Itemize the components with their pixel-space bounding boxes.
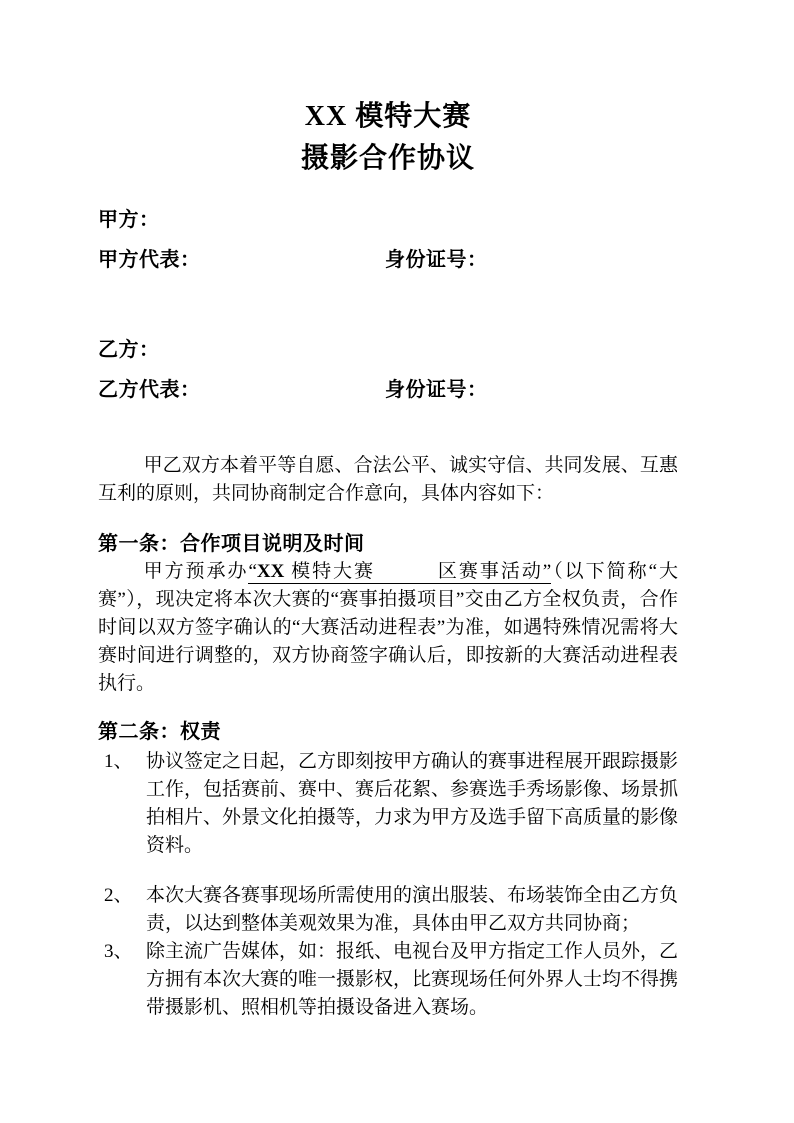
- section-2-item-2: [98, 882, 678, 938]
- party-a-label: 甲方：: [98, 209, 160, 231]
- party-a-representative-row: [98, 240, 678, 280]
- contest-name-blank-underlined: [248, 561, 551, 584]
- section-2-item-1: [98, 748, 678, 860]
- intro-paragraph: 甲乙双方本着平等自愿、合法公平、诚实守信、共同发展、互惠互利的原则，共同协商制定合作意向，具体内容如下：: [98, 455, 678, 504]
- party-b-representative-label: 乙方代表：: [98, 379, 201, 401]
- document-title-line-2: 摄影合作协议: [300, 143, 475, 174]
- party-b-label: 乙方：: [98, 339, 160, 361]
- section-1-paragraph: [98, 558, 678, 698]
- item-2-number: 2、: [104, 885, 133, 906]
- item-1-text: 协议签定之日起，乙方即刻按甲方确认的赛事进程展开跟踪摄影工作，包括赛前、赛中、赛后花絮、参赛选手秀场影像、场景抓拍相片、外景文化拍摄等，力求为甲方及选手留下高质量的影像资料。: [146, 751, 679, 856]
- section-1-heading: 第一条：合作项目说明及时间: [98, 533, 365, 555]
- contest-name-open-quote: “: [248, 561, 257, 582]
- section-2-item-3: [98, 938, 678, 1022]
- contest-name-xx: XX: [256, 561, 285, 582]
- party-a-representative-label: 甲方代表：: [98, 249, 201, 271]
- section-1-paragraph-prefix: 甲方预承办: [143, 561, 249, 582]
- party-b-id-number-label: 身份证号：: [385, 379, 488, 401]
- party-b-representative-row: [98, 370, 678, 410]
- item-3-text: 除主流广告媒体，如：报纸、电视台及甲方指定工作人员外，乙方拥有本次大赛的唯一摄影权，比赛现场任何外界人士均不得携带摄影机、照相机等拍摄设备进入赛场。: [146, 941, 679, 1018]
- item-1-number: 1、: [104, 751, 133, 772]
- contest-name-rest: 模特大赛 区赛事活动”: [284, 561, 552, 582]
- item-2-text: 本次大赛各赛事现场所需使用的演出服装、布场装饰全由乙方负责，以达到整体美观效果为准，具体由甲乙双方共同协商；: [146, 885, 679, 934]
- section-1-paragraph-suffix: （以下简称“大赛”），现决定将本次大赛的“赛事拍摄项目”交由乙方全权负责，合作时间以双方签字确认的“大赛活动进程表”为准，如遇特殊情况需将大赛时间进行调整的，双方协商签字确认后，即按新的大赛活动进程表执行。: [98, 561, 678, 694]
- section-2-heading: 第二条：权责: [98, 721, 221, 743]
- document-title: [98, 96, 678, 180]
- document-title-line-1: XX 模特大赛: [304, 101, 472, 132]
- item-3-number: 3、: [104, 941, 133, 962]
- party-a-id-number-label: 身份证号：: [385, 249, 488, 271]
